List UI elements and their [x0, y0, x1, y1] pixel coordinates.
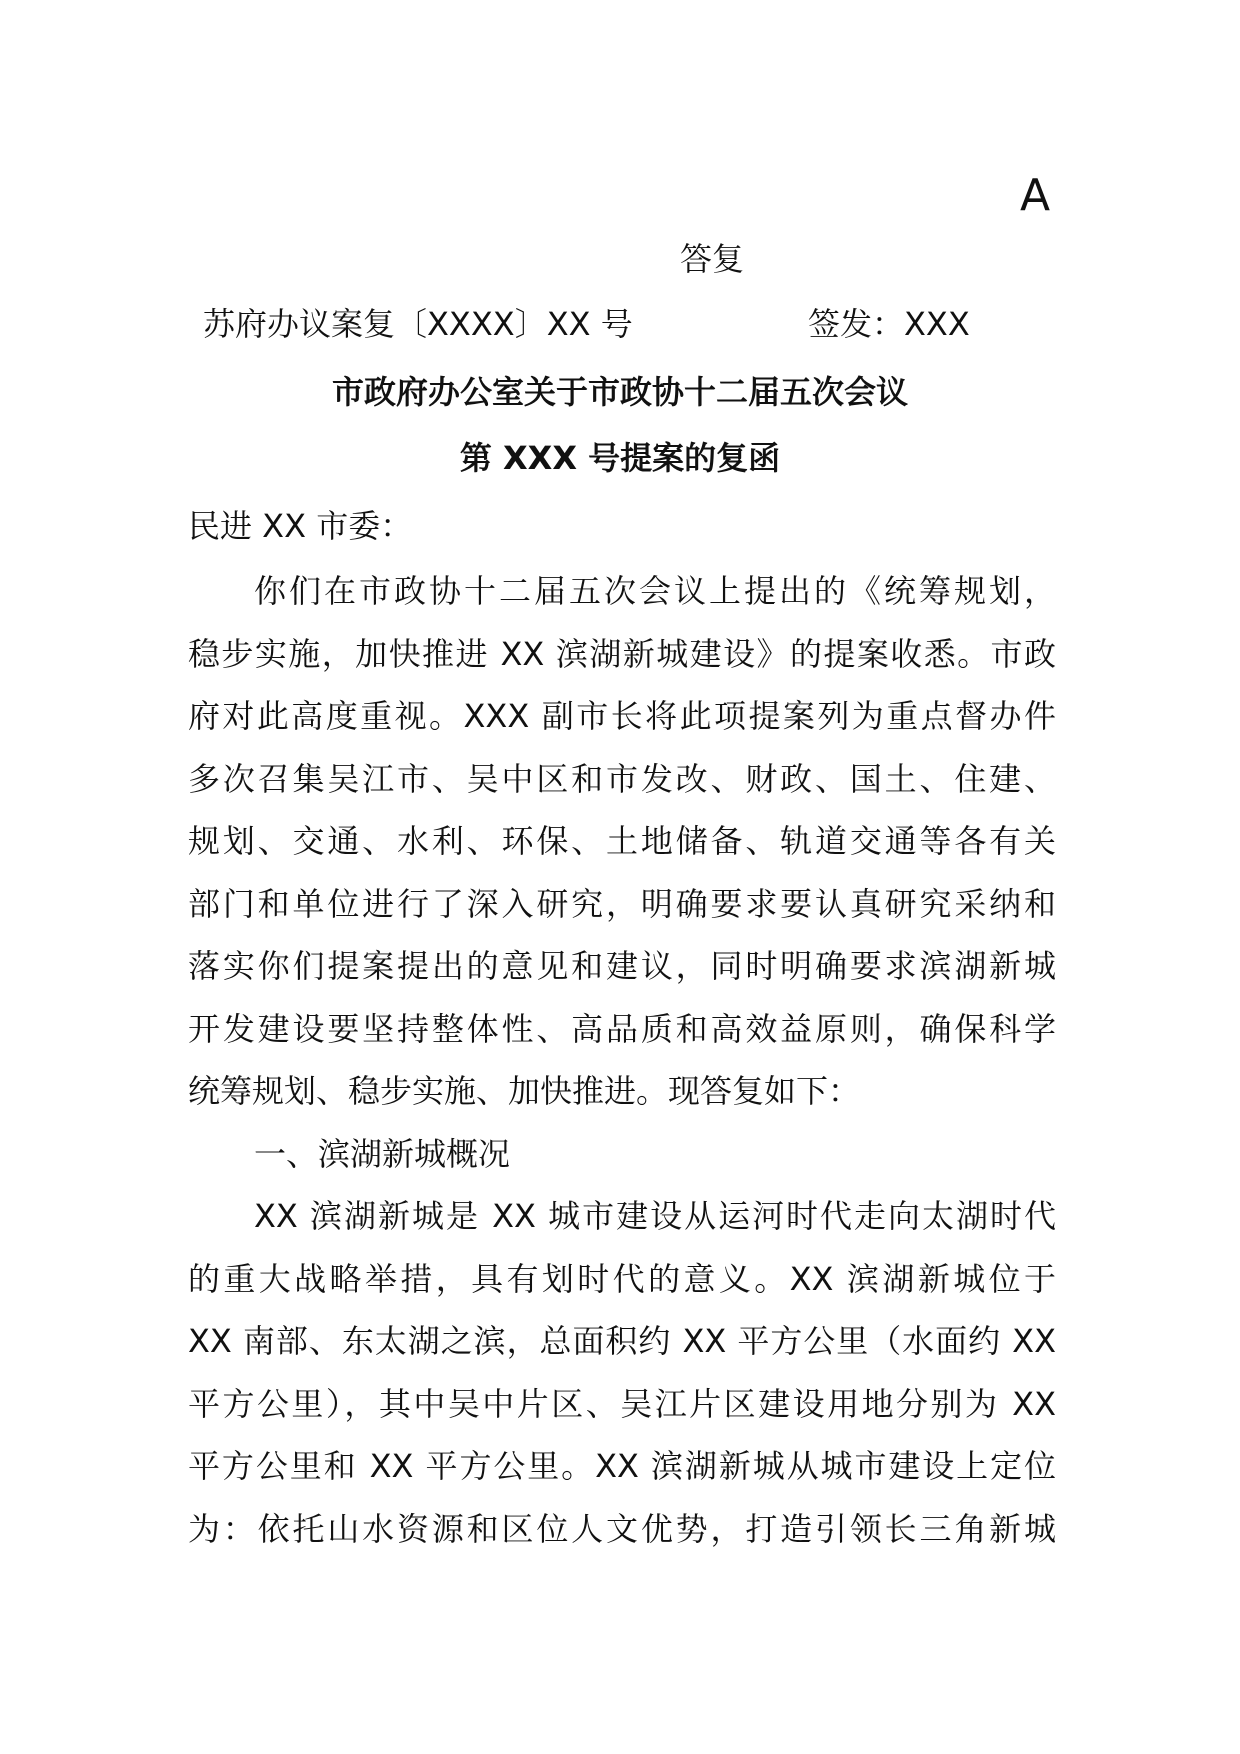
body-line: 府对此高度重视。XXX 副市长将此项提案列为重点督办件 [188, 697, 1056, 735]
body-line: XX 南部、东太湖之滨，总面积约 XX 平方公里（水面约 XX [188, 1322, 1056, 1360]
body-line: XX 滨湖新城是 XX 城市建设从运河时代走向太湖时代 [254, 1197, 1056, 1235]
body-line: 你们在市政协十二届五次会议上提出的《统筹规划， [254, 572, 1056, 610]
reply-heading: 答复 [680, 240, 745, 278]
body-line: 的重大战略举措，具有划时代的意义。XX 滨湖新城位于 [188, 1259, 1056, 1298]
document-title-line-1: 市政府办公室关于市政协十二届五次会议 [331, 373, 908, 411]
salutation: 民进 XX 市委： [188, 507, 413, 545]
document-title-line-2: 第 XXX 号提案的复函 [459, 439, 781, 477]
body-line: 稳步实施，加快推进 XX 滨湖新城建设》的提案收悉。市政 [188, 634, 1056, 673]
document-number: 苏府办议案复〔XXXX〕XX 号 [203, 305, 633, 343]
body-line: 规划、交通、水利、环保、土地储备、轨道交通等各有关 [188, 822, 1056, 860]
body-line: 部门和单位进行了深入研究，明确要求要认真研究采纳和 [188, 884, 1056, 923]
document-grade-mark: A [1020, 170, 1051, 221]
body-line: 落实你们提案提出的意见和建议，同时明确要求滨湖新城 [188, 947, 1056, 985]
body-line: 平方公里和 XX 平方公里。XX 滨湖新城从城市建设上定位 [188, 1447, 1056, 1485]
body-line: 统筹规划、稳步实施、加快推进。现答复如下： [188, 1072, 861, 1110]
body-line: 平方公里），其中吴中片区、吴江片区建设用地分别为 XX [188, 1384, 1056, 1423]
document-body [188, 560, 1056, 1560]
body-line: 为：依托山水资源和区位人文优势，打造引领长三角新城 [188, 1509, 1056, 1548]
section-heading: 一、滨湖新城概况 [254, 1134, 511, 1173]
body-line: 多次召集吴江市、吴中区和市发改、财政、国土、住建、 [188, 759, 1056, 798]
signer-label: 签发：XXX [808, 305, 970, 343]
body-line: 开发建设要坚持整体性、高品质和高效益原则，确保科学 [188, 1009, 1056, 1048]
